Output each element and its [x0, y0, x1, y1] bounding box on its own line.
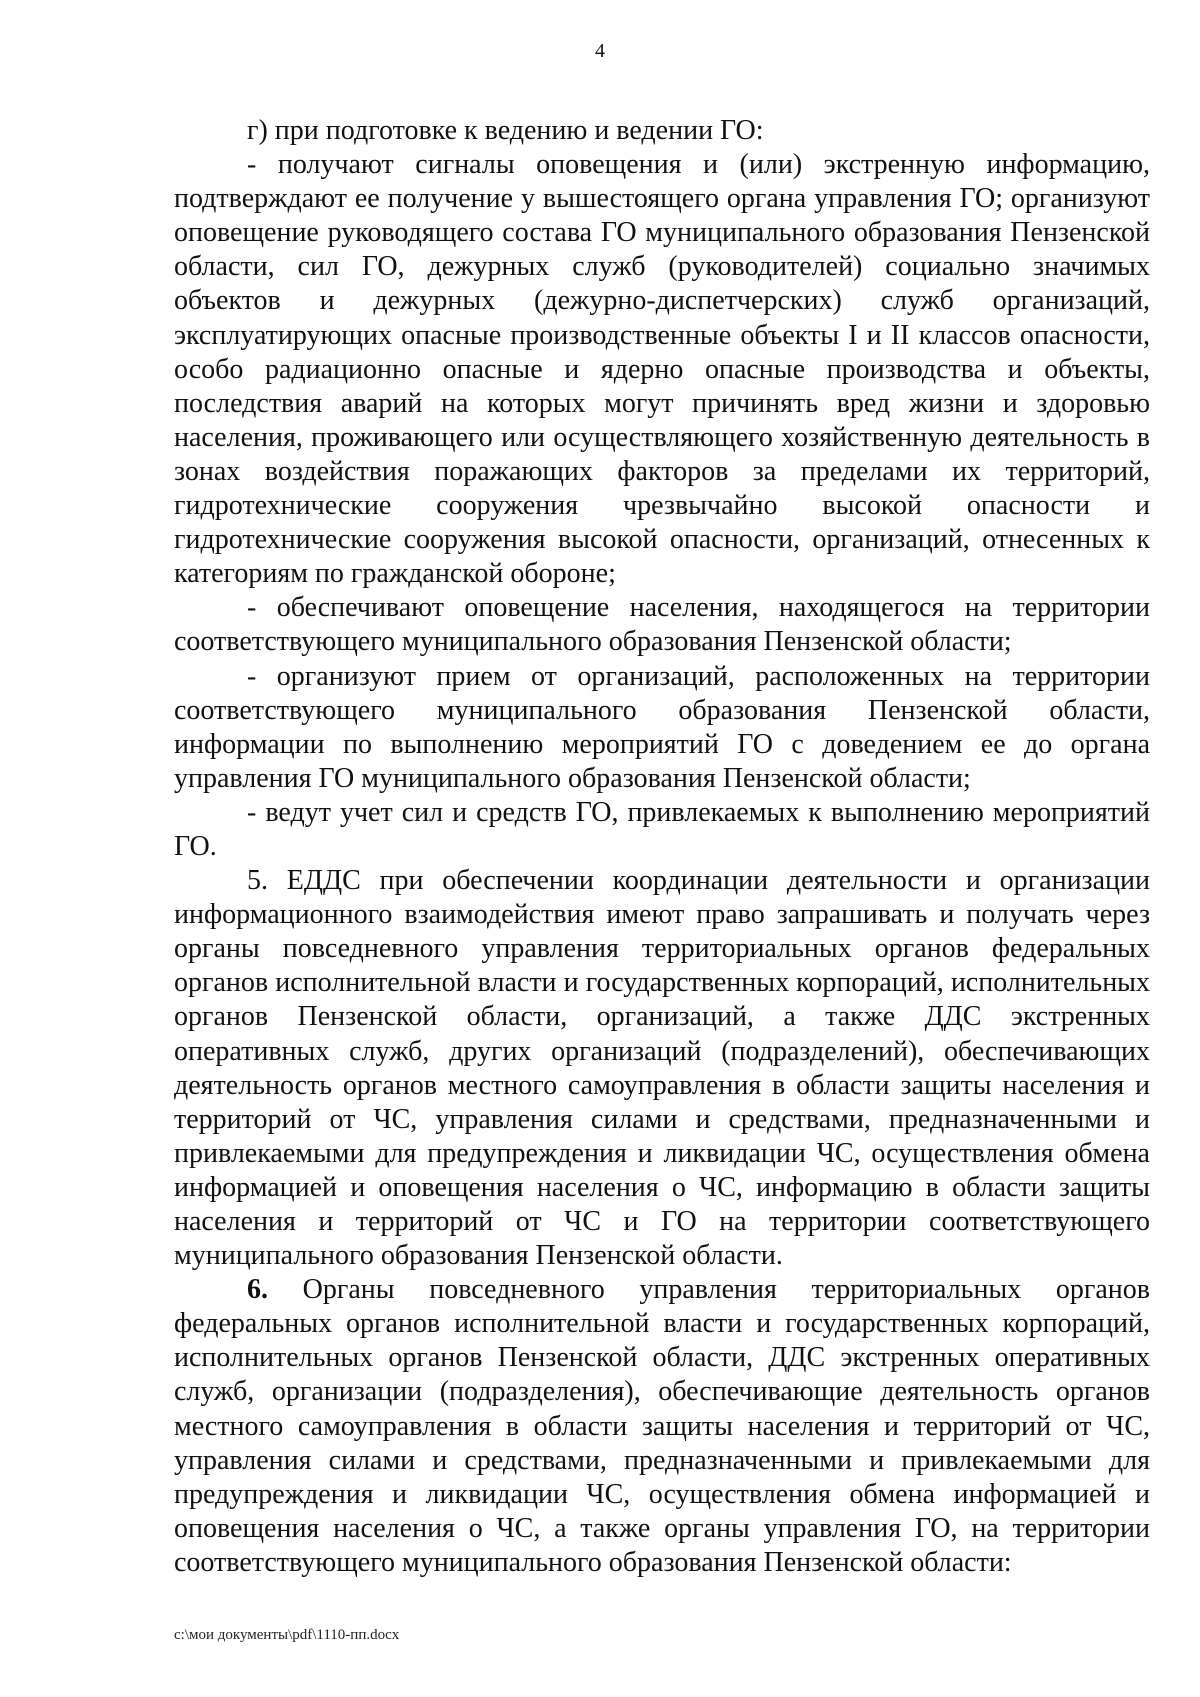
document-body: [174, 114, 1150, 1580]
paragraph-signals: - получают сигналы оповещения и (или) экстренную информацию, подтверждают ее получение у вышестоящего органа управления ГО; организуют оповещение руководящего состава ГО муниципального образования Пензенской области, сил ГО, дежурных служб (руководителей) социально значимых объектов и дежурных (дежурно-диспетчерских) служб организаций, эксплуатирующих опасные производственные объекты I и II классов опасности, особо радиационно опасные и ядерно опасные производства и объекты, последствия аварий на которых могут причинять вред жизни и здоровью населения, проживающего или осуществляющего хозяйственную деятельность в зонах воздействия поражающих факторов за пределами их территорий, гидротехнические сооружения чрезвычайно высокой опасности и гидротехнические сооружения высокой опасности, организаций, отнесенных к категориям по гражданской обороне;: [174, 149, 1150, 590]
paragraph-accounting: - ведут учет сил и средств ГО, привлекаемых к выполнению мероприятий ГО.: [174, 796, 1150, 862]
page-number: 4: [595, 40, 605, 62]
paragraph-6-text: Органы повседневного управления территориальных органов федеральных органов исполнительной власти и государственных корпораций, исполнительных органов Пензенской области, ДДС экстренных оперативных служб, организации (подразделения), обеспечивающие деятельность органов местного самоуправления в области защиты населения и территорий от ЧС, управления силами и средствами, предназначенными и привлекаемыми для предупреждения и ликвидации ЧС, осуществления обмена информацией и оповещения населения о ЧС, а также органы управления ГО, на территории соответствующего муниципального образования Пензенской области:: [174, 1274, 1150, 1578]
footer-file-path: c:\мои документы\pdf\1110-пп.docx: [174, 1627, 400, 1643]
paragraph-notification: - обеспечивают оповещение населения, находящегося на территории соответствующего муниципального образования Пензенской области;: [174, 592, 1150, 658]
paragraph-g-heading: г) при подготовке к ведению и ведении ГО:: [247, 115, 764, 146]
paragraph-5: 5. ЕДДС при обеспечении координации деятельности и организации информационного взаимодействия имеют право запрашивать и получать через органы повседневного управления территориальных органов федеральных органов исполнительной власти и государственных корпораций, исполнительных органов Пензенской области, организаций, а также ДДС экстренных оперативных служб, других организаций (подразделений), обеспечивающих деятельность органов местного самоуправления в области защиты населения и территорий от ЧС, управления силами и средствами, предназначенными и привлекаемыми для предупреждения и ликвидации ЧС, осуществления обмена информацией и оповещения населения о ЧС, информацию в области защиты населения и территорий от ЧС и ГО на территории соответствующего муниципального образования Пензенской области.: [174, 865, 1150, 1272]
paragraph-reception: - организуют прием от организаций, расположенных на территории соответствующего муниципального образования Пензенской области, информации по выполнению мероприятий ГО с доведением ее до органа управления ГО муниципального образования Пензенской области;: [174, 660, 1150, 794]
paragraph-6-number: 6.: [247, 1274, 268, 1306]
paragraph-6: [174, 1273, 1150, 1580]
